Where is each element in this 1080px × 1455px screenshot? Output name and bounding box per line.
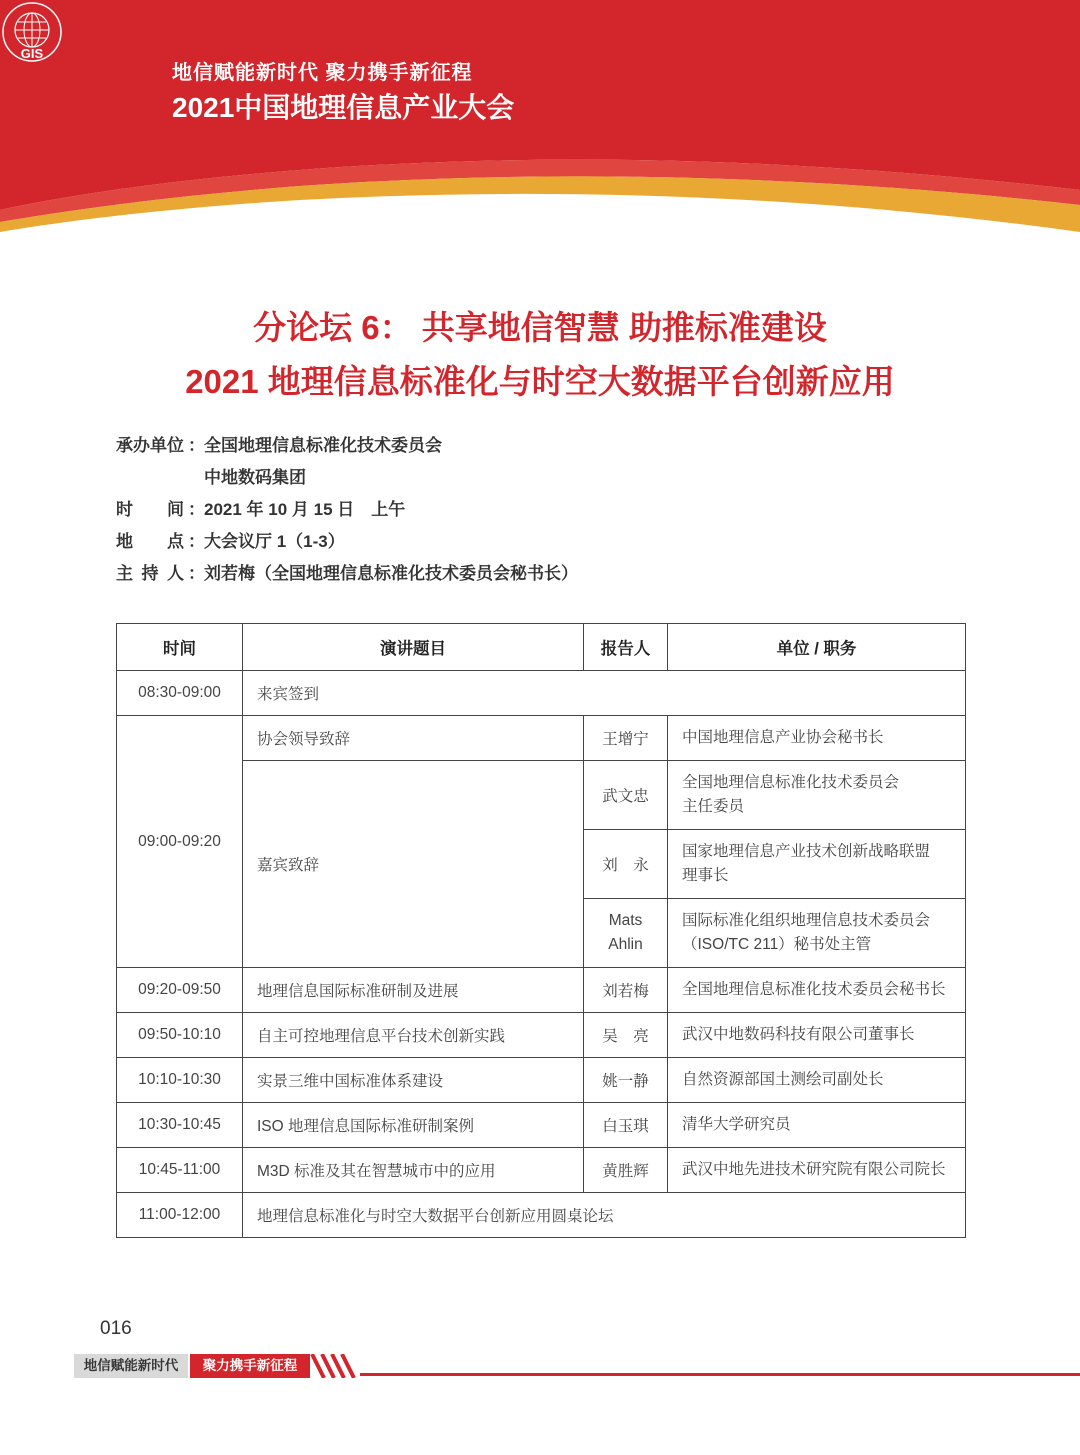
cell-topic: ISO 地理信息国际标准研制案例	[243, 1103, 584, 1148]
place-value: 大会议厅 1（1-3）	[204, 532, 345, 551]
cell-speaker: 黄胜辉	[584, 1148, 668, 1193]
org-line: 国际标准化组织地理信息技术委员会	[682, 912, 931, 929]
header-org: 单位 / 职务	[668, 624, 966, 671]
cell-topic: 协会领导致辞	[243, 716, 584, 761]
time-label-char: 间	[167, 500, 184, 519]
table-row	[117, 968, 966, 1013]
header-background	[0, 0, 1080, 250]
host-label	[116, 558, 184, 590]
gis-logo	[0, 0, 64, 64]
colon: ：	[188, 436, 205, 455]
cell-topic: 自主可控地理信息平台技术创新实践	[243, 1013, 584, 1058]
host-label-char: 主	[116, 564, 133, 583]
cell-speaker: 姚一静	[584, 1058, 668, 1103]
host-value: 刘若梅（全国地理信息标准化技术委员会秘书长）	[204, 564, 578, 583]
cell-speaker: 王增宁	[584, 716, 668, 761]
org-line: 全国地理信息标准化技术委员会	[682, 774, 900, 791]
time-label-char: 时	[116, 500, 133, 519]
cell-speaker	[584, 899, 668, 968]
footer-bar	[74, 1354, 1080, 1378]
cell-org: 清华大学研究员	[668, 1103, 966, 1148]
logo-text: GIS	[20, 46, 44, 61]
cell-org: 武汉中地数码科技有限公司董事长	[668, 1013, 966, 1058]
cell-topic: 嘉宾致辞	[243, 761, 584, 968]
table-row	[117, 671, 966, 716]
colon: ：	[188, 500, 205, 519]
org-line: 理事长	[682, 867, 729, 884]
cell-speaker: 刘若梅	[584, 968, 668, 1013]
organizer-value-2: 中地数码集团	[204, 468, 306, 487]
header-time: 时间	[117, 624, 243, 671]
forum-title: 分论坛 6： 共享地信智慧 助推标准建设	[253, 309, 827, 346]
colon: ：	[188, 564, 205, 583]
org-line: （ISO/TC 211）秘书处主管	[682, 936, 872, 953]
place-label	[116, 526, 184, 558]
forum-subtitle: 2021 地理信息标准化与时空大数据平台创新应用	[185, 363, 895, 400]
schedule-table	[116, 623, 966, 1238]
cell-org	[668, 830, 966, 899]
cell-topic: 实景三维中国标准体系建设	[243, 1058, 584, 1103]
cell-time: 10:30-10:45	[117, 1103, 243, 1148]
org-line: 国家地理信息产业技术创新战略联盟	[682, 843, 931, 860]
host-label-char: 人	[167, 564, 184, 583]
time-value: 2021 年 10 月 15 日 上午	[204, 500, 406, 519]
slogan: 地信赋能新时代 聚力携手新征程	[172, 62, 473, 84]
header-speaker: 报告人	[584, 624, 668, 671]
cell-org: 中国地理信息产业协会秘书长	[668, 716, 966, 761]
cell-org: 全国地理信息标准化技术委员会秘书长	[668, 968, 966, 1013]
page-number: 016	[100, 1318, 132, 1339]
speaker-line: Ahlin	[608, 936, 643, 953]
table-row	[117, 761, 966, 830]
table-row	[117, 716, 966, 761]
cell-topic: M3D 标准及其在智慧城市中的应用	[243, 1148, 584, 1193]
table-row	[117, 1013, 966, 1058]
cell-time: 10:10-10:30	[117, 1058, 243, 1103]
cell-org	[668, 761, 966, 830]
footer-slogan-left: 地信赋能新时代	[74, 1354, 188, 1378]
conference-title: 2021中国地理信息产业大会	[172, 92, 515, 123]
table-row	[117, 1103, 966, 1148]
header-topic: 演讲题目	[243, 624, 584, 671]
cell-topic: 地理信息国际标准研制及进展	[243, 968, 584, 1013]
cell-topic: 地理信息标准化与时空大数据平台创新应用圆桌论坛	[243, 1193, 966, 1238]
cell-topic: 来宾签到	[243, 671, 966, 716]
cell-org: 自然资源部国土测绘司副处长	[668, 1058, 966, 1103]
cell-time: 08:30-09:00	[117, 671, 243, 716]
stripes-decoration	[310, 1354, 366, 1378]
cell-org: 武汉中地先进技术研究院有限公司院长	[668, 1148, 966, 1193]
table-row	[117, 1058, 966, 1103]
table-row	[117, 1193, 966, 1238]
header-banner	[0, 0, 1080, 250]
organizer-value-1: 全国地理信息标准化技术委员会	[204, 436, 442, 455]
colon: ：	[188, 532, 205, 551]
footer-slogan-right: 聚力携手新征程	[190, 1354, 310, 1378]
host-label-char: 持	[141, 564, 159, 583]
cell-time: 09:20-09:50	[117, 968, 243, 1013]
cell-speaker: 吴 亮	[584, 1013, 668, 1058]
table-header-row	[117, 624, 966, 671]
cell-speaker: 白玉琪	[584, 1103, 668, 1148]
cell-time: 10:45-11:00	[117, 1148, 243, 1193]
cell-time: 09:00-09:20	[117, 716, 243, 968]
org-line: 主任委员	[682, 798, 745, 815]
table-row	[117, 1148, 966, 1193]
cell-org	[668, 899, 966, 968]
place-label-char: 点	[167, 532, 184, 551]
place-label-char: 地	[116, 532, 133, 551]
footer-line	[360, 1373, 1080, 1376]
cell-speaker: 武文忠	[584, 761, 668, 830]
cell-time: 11:00-12:00	[117, 1193, 243, 1238]
time-label	[116, 494, 184, 526]
speaker-line: Mats	[608, 912, 643, 929]
cell-speaker: 刘 永	[584, 830, 668, 899]
cell-time: 09:50-10:10	[117, 1013, 243, 1058]
organizer-label: 承办单位	[116, 436, 184, 455]
